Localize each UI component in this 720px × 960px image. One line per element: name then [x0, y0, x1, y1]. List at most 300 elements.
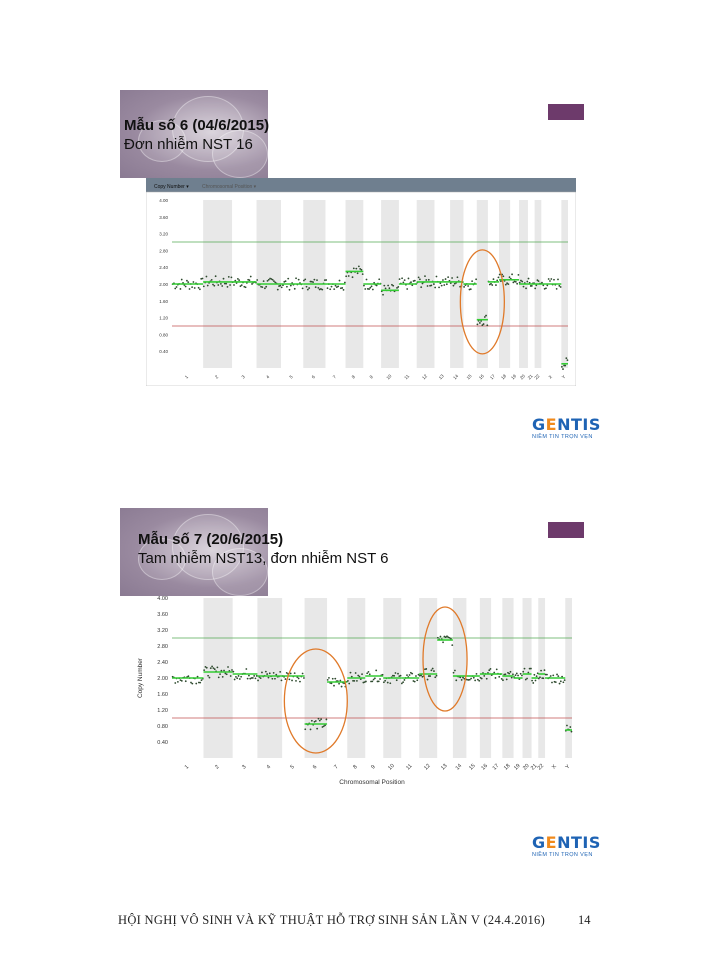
data-point — [212, 284, 214, 286]
x-tick-label: 15 — [468, 763, 477, 772]
x-tick-label: 12 — [421, 373, 429, 381]
data-point — [328, 677, 330, 679]
data-point — [186, 280, 188, 282]
x-tick-label: 4 — [265, 374, 271, 380]
data-point — [263, 280, 265, 282]
data-point — [198, 287, 200, 289]
data-point — [256, 279, 258, 281]
data-point — [566, 725, 568, 727]
data-point — [463, 286, 465, 288]
data-point — [213, 285, 215, 287]
data-point — [552, 674, 554, 676]
data-point — [366, 279, 368, 281]
x-tick-label: 2 — [213, 374, 220, 380]
y-tick-label: 2.80 — [159, 248, 168, 254]
data-point — [515, 674, 517, 676]
x-tick-label: 15 — [465, 373, 473, 381]
data-point — [455, 679, 457, 681]
data-point — [402, 282, 404, 284]
data-point — [561, 366, 563, 368]
data-point — [388, 287, 390, 289]
y-tick-label: 3.60 — [157, 612, 168, 618]
data-point — [229, 284, 231, 286]
data-point — [400, 675, 402, 677]
data-point — [526, 678, 528, 680]
data-point — [469, 679, 471, 681]
data-point — [281, 286, 283, 288]
data-point — [331, 286, 333, 288]
data-point — [430, 285, 432, 287]
y-tick-label: 3.20 — [159, 231, 168, 237]
data-point — [199, 288, 201, 290]
data-point — [363, 285, 365, 287]
data-point — [273, 280, 275, 282]
data-point — [406, 674, 408, 676]
data-point — [274, 678, 276, 680]
copy-number-chart — [132, 588, 582, 793]
data-point — [486, 678, 488, 680]
data-point — [194, 287, 196, 289]
data-point — [546, 285, 548, 287]
x-tick-label: 17 — [491, 763, 501, 772]
data-point — [522, 671, 524, 673]
data-point — [341, 287, 343, 289]
data-point — [516, 673, 518, 675]
data-point — [308, 287, 310, 289]
data-point — [556, 288, 558, 290]
x-tick-label: 20 — [522, 763, 531, 772]
y-tick-label: 1.60 — [159, 298, 168, 304]
data-point — [253, 675, 255, 677]
data-point — [227, 666, 229, 668]
data-point — [357, 272, 359, 274]
data-point — [521, 675, 523, 677]
x-tick-label: 8 — [350, 374, 357, 380]
data-point — [355, 268, 357, 270]
sample-title: Mẫu số 6 (04/6/2015) — [124, 117, 270, 134]
data-point — [553, 279, 555, 281]
data-point — [371, 285, 373, 287]
x-tick-label: 19 — [510, 373, 518, 381]
data-point — [353, 267, 355, 269]
x-tick-label: 1 — [183, 764, 191, 771]
x-tick-label: 13 — [440, 763, 449, 772]
data-point — [193, 281, 195, 283]
data-point — [303, 677, 305, 679]
y-tick-label: 0.40 — [157, 740, 168, 746]
data-point — [285, 678, 287, 680]
data-point — [222, 676, 224, 678]
data-point — [209, 677, 211, 679]
data-point — [419, 278, 421, 280]
data-point — [223, 670, 225, 672]
data-point — [364, 288, 366, 290]
x-tick-label: 16 — [477, 373, 485, 381]
data-point — [231, 669, 233, 671]
data-point — [339, 280, 341, 282]
x-tick-label: 8 — [352, 764, 359, 771]
data-point — [556, 674, 558, 676]
data-point — [425, 668, 427, 670]
x-tick-label: 3 — [240, 374, 246, 380]
data-point — [429, 675, 431, 677]
data-point — [217, 284, 219, 286]
data-point — [255, 677, 257, 679]
data-point — [424, 275, 426, 277]
x-tick-label: 10 — [385, 373, 393, 381]
data-point — [567, 359, 569, 361]
data-point — [436, 276, 438, 278]
data-point — [245, 286, 247, 288]
data-point — [316, 728, 318, 730]
data-point — [447, 276, 449, 278]
data-point — [206, 667, 208, 669]
data-point — [476, 673, 478, 675]
chromosome-band — [346, 200, 364, 368]
data-point — [557, 279, 559, 281]
data-point — [332, 678, 334, 680]
data-point — [252, 677, 254, 679]
data-point — [374, 677, 376, 679]
data-point — [491, 284, 493, 286]
data-point — [517, 675, 519, 677]
data-point — [525, 287, 527, 289]
data-point — [432, 668, 434, 670]
data-point — [454, 670, 456, 672]
accent-tab — [548, 522, 584, 538]
data-point — [231, 276, 233, 278]
data-point — [248, 675, 250, 677]
data-point — [548, 278, 550, 280]
data-point — [211, 666, 213, 668]
x-tick-label: 10 — [387, 763, 396, 772]
sample-diagnosis: Tam nhiễm NST13, đơn nhiễm NST 6 — [138, 550, 389, 567]
data-point — [174, 682, 176, 684]
chromosome-band — [477, 200, 488, 368]
data-point — [530, 668, 532, 670]
x-tick-label: 6 — [310, 374, 316, 380]
x-tick-label: 4 — [265, 764, 273, 771]
data-point — [238, 675, 240, 677]
data-point — [539, 676, 541, 678]
x-tick-label: 7 — [331, 374, 338, 380]
data-point — [207, 285, 209, 287]
data-point — [226, 673, 228, 675]
data-point — [411, 673, 413, 675]
data-point — [273, 672, 275, 674]
data-point — [203, 285, 205, 287]
data-point — [550, 675, 552, 677]
footer-conference: HỘI NGHỊ VÔ SINH VÀ KỸ THUẬT HỖ TRỢ SINH SẢN LẦN V (24.4.2016) — [118, 913, 546, 927]
data-point — [281, 680, 283, 682]
data-point — [392, 285, 394, 287]
data-point — [287, 278, 289, 280]
data-point — [531, 680, 533, 682]
data-point — [562, 368, 564, 370]
data-point — [214, 668, 216, 670]
data-point — [329, 288, 331, 290]
data-point — [250, 276, 252, 278]
data-point — [233, 284, 235, 286]
data-point — [298, 279, 300, 281]
data-point — [378, 680, 380, 682]
data-point — [236, 677, 238, 679]
data-point — [335, 285, 337, 287]
data-point — [320, 718, 322, 720]
data-point — [520, 673, 522, 675]
data-point — [524, 668, 526, 670]
y-tick-label: 2.40 — [157, 660, 168, 666]
data-point — [302, 288, 304, 290]
data-point — [564, 365, 566, 367]
data-point — [546, 674, 548, 676]
data-point — [438, 286, 440, 288]
data-point — [505, 673, 507, 675]
data-point — [319, 720, 321, 722]
data-point — [369, 287, 371, 289]
data-point — [339, 680, 341, 682]
data-point — [289, 289, 291, 291]
data-point — [312, 281, 314, 283]
data-point — [315, 286, 317, 288]
data-point — [483, 323, 485, 325]
data-point — [311, 720, 313, 722]
data-point — [295, 680, 297, 682]
chromosome-band — [305, 598, 327, 758]
y-tick-label: 1.20 — [159, 315, 168, 321]
data-point — [241, 284, 243, 286]
data-point — [493, 278, 495, 280]
data-point — [397, 286, 399, 288]
data-point — [560, 286, 562, 288]
data-point — [401, 277, 403, 279]
data-point — [467, 285, 469, 287]
data-point — [473, 677, 475, 679]
data-point — [442, 279, 444, 281]
data-point — [433, 283, 435, 285]
data-point — [496, 279, 498, 281]
data-point — [347, 680, 349, 682]
data-point — [451, 644, 453, 646]
data-point — [359, 676, 361, 678]
data-point — [496, 669, 498, 671]
chromosome-band — [203, 200, 232, 368]
data-point — [299, 681, 301, 683]
data-point — [265, 286, 267, 288]
data-point — [538, 280, 540, 282]
data-point — [510, 671, 512, 673]
data-point — [334, 678, 336, 680]
data-point — [187, 675, 189, 677]
data-point — [174, 288, 176, 290]
data-point — [271, 678, 273, 680]
data-point — [218, 676, 220, 678]
data-point — [498, 676, 500, 678]
data-point — [385, 287, 387, 289]
data-point — [475, 278, 477, 280]
data-point — [368, 288, 370, 290]
data-point — [414, 681, 416, 683]
y-tick-label: 4.00 — [157, 596, 168, 602]
data-point — [428, 279, 430, 281]
x-tick-label: 5 — [289, 764, 296, 771]
data-point — [341, 686, 343, 688]
data-point — [509, 276, 511, 278]
data-point — [221, 285, 223, 287]
y-tick-label: 4.00 — [159, 198, 168, 203]
data-point — [348, 275, 350, 277]
data-point — [481, 678, 483, 680]
data-point — [240, 676, 242, 678]
data-point — [228, 276, 230, 278]
data-point — [425, 279, 427, 281]
x-tick-label: 3 — [241, 764, 248, 771]
data-point — [249, 279, 251, 281]
data-point — [372, 289, 374, 291]
data-point — [451, 277, 453, 279]
data-point — [361, 269, 363, 271]
data-point — [434, 287, 436, 289]
data-point — [501, 678, 503, 680]
data-point — [511, 677, 513, 679]
data-point — [502, 275, 504, 277]
x-tick-label: 7 — [333, 764, 340, 771]
data-point — [227, 286, 229, 288]
data-point — [443, 284, 445, 286]
data-point — [544, 669, 546, 671]
x-tick-label: 13 — [437, 373, 445, 381]
x-tick-label: 11 — [403, 373, 411, 381]
chart-svg — [132, 588, 582, 788]
data-point — [396, 679, 398, 681]
y-tick-label: 0.80 — [157, 724, 168, 730]
y-tick-label: 3.60 — [159, 214, 168, 220]
x-tick-label: 18 — [502, 763, 512, 772]
data-point — [485, 315, 487, 317]
data-point — [307, 289, 309, 291]
data-point — [410, 281, 412, 283]
data-point — [404, 279, 406, 281]
data-point — [195, 683, 197, 685]
page-number: 14 — [578, 913, 591, 927]
x-tick-label: 18 — [499, 373, 508, 381]
data-point — [378, 278, 380, 280]
data-point — [382, 294, 384, 296]
data-point — [478, 680, 480, 682]
data-point — [383, 681, 385, 683]
data-point — [404, 679, 406, 681]
x-tick-label: 16 — [480, 763, 490, 772]
x-tick-label: X — [547, 374, 554, 380]
data-point — [316, 279, 318, 281]
data-point — [268, 279, 270, 281]
data-point — [427, 679, 429, 681]
x-tick-label: 14 — [454, 763, 464, 772]
data-point — [471, 280, 473, 282]
slide-title — [124, 116, 269, 154]
data-point — [294, 288, 296, 290]
data-point — [441, 285, 443, 287]
data-point — [239, 678, 241, 680]
data-point — [542, 677, 544, 679]
data-point — [261, 672, 263, 674]
data-point — [304, 278, 306, 280]
x-tick-label: 5 — [288, 374, 294, 380]
data-point — [401, 683, 403, 685]
data-point — [181, 279, 183, 281]
data-point — [306, 286, 308, 288]
x-tick-label: 22 — [533, 373, 541, 381]
x-tick-label: 2 — [214, 764, 221, 771]
data-point — [373, 679, 375, 681]
chromosome-band — [203, 598, 232, 758]
data-point — [355, 672, 357, 674]
data-point — [395, 672, 397, 674]
data-point — [495, 677, 497, 679]
data-point — [365, 681, 367, 683]
data-point — [477, 323, 479, 325]
data-point — [217, 666, 219, 668]
x-axis-label: Chromosomal Position — [339, 779, 405, 786]
data-point — [533, 674, 535, 676]
data-point — [237, 278, 239, 280]
data-point — [304, 728, 306, 730]
data-point — [515, 281, 517, 283]
data-point — [406, 288, 408, 290]
data-point — [215, 275, 217, 277]
x-tick-label: 6 — [311, 764, 319, 771]
x-tick-label: 19 — [513, 763, 522, 772]
data-point — [286, 286, 288, 288]
data-point — [288, 678, 290, 680]
data-point — [387, 285, 389, 287]
accent-tab — [548, 104, 584, 120]
y-tick-label: 2.40 — [159, 265, 168, 271]
y-tick-label: 1.60 — [157, 692, 168, 698]
logo-tagline: NIỀM TIN TRỌN VẸN — [532, 434, 593, 440]
data-point — [532, 682, 534, 684]
data-point — [434, 676, 436, 678]
data-point — [272, 279, 274, 281]
data-point — [325, 719, 327, 721]
data-point — [230, 675, 232, 677]
data-point — [555, 681, 557, 683]
y-tick-label: 0.40 — [159, 349, 168, 355]
data-point — [564, 679, 566, 681]
gentis-logo: GENTIS NIỀM TIN TRỌN VẸN — [532, 415, 601, 440]
data-point — [191, 683, 193, 685]
y-axis-label: Copy Number — [137, 657, 144, 699]
data-point — [265, 671, 267, 673]
data-point — [416, 679, 418, 681]
sample-diagnosis: Đơn nhiễm NST 16 — [124, 136, 253, 153]
data-point — [310, 729, 312, 731]
data-point — [223, 278, 225, 280]
data-point — [562, 681, 564, 683]
data-point — [523, 286, 525, 288]
data-point — [350, 672, 352, 674]
data-point — [369, 673, 371, 675]
slide-sample-7 — [0, 508, 720, 908]
data-point — [191, 286, 193, 288]
data-point — [257, 680, 259, 682]
data-point — [219, 673, 221, 675]
data-point — [256, 675, 258, 677]
data-point — [290, 673, 292, 675]
y-tick-label: 1.20 — [157, 708, 168, 714]
data-point — [479, 322, 481, 324]
data-point — [389, 682, 391, 684]
